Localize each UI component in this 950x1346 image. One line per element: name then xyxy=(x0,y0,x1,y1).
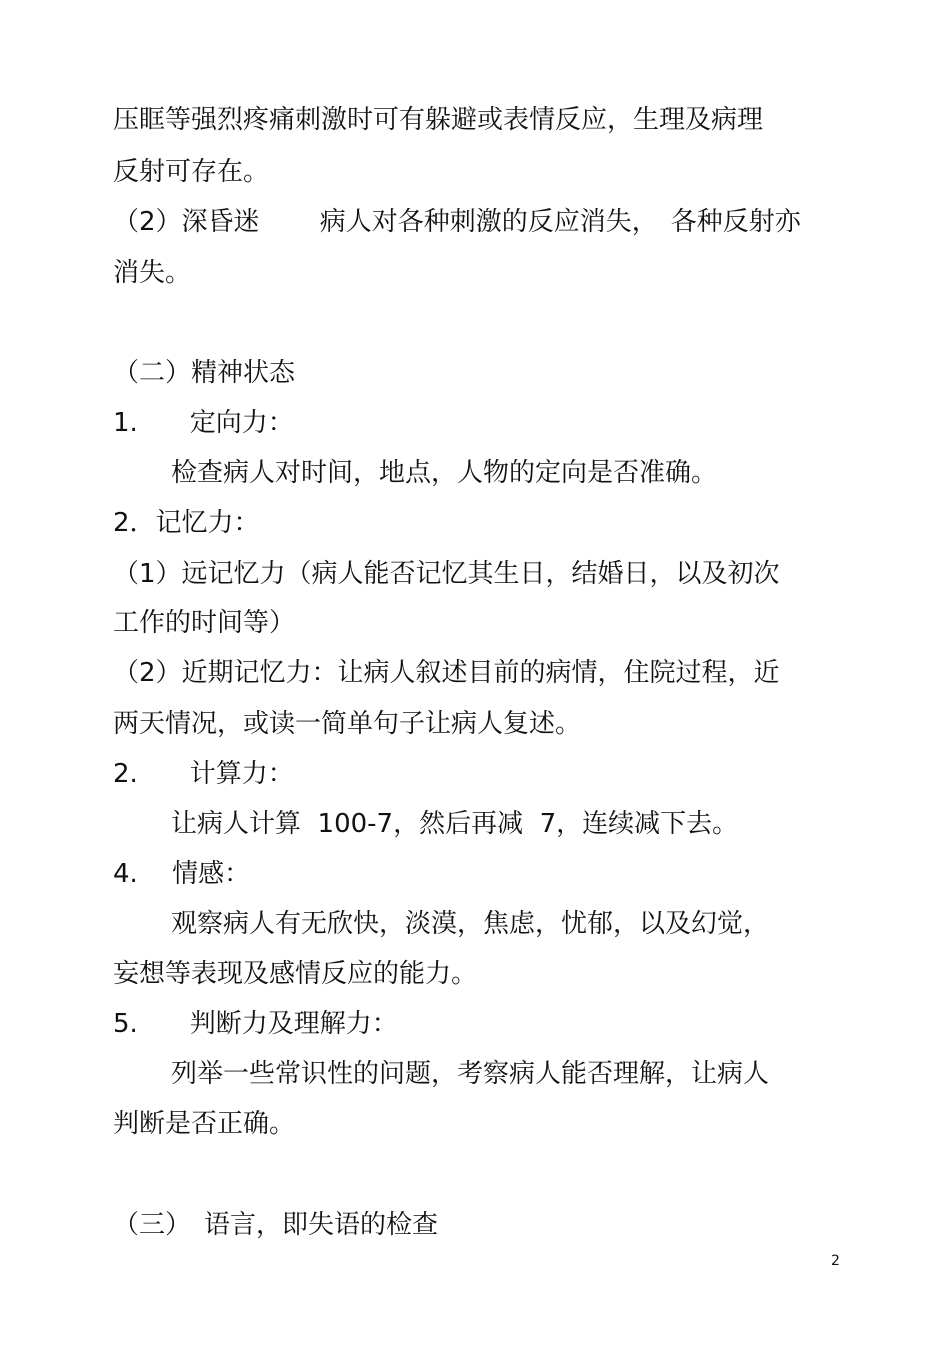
text-line: 反射可存在。 xyxy=(113,157,270,187)
section-heading: （三） 语言，即失语的检查 xyxy=(113,1210,439,1240)
text-line: 工作的时间等） xyxy=(113,608,296,638)
text-line: 消失。 xyxy=(113,258,192,288)
text-line: 压眶等强烈疼痛刺激时可有躲避或表情反应，生理及病理 xyxy=(113,105,764,135)
text-line: 让病人计算 100-7，然后再减 7，连续减下去。 xyxy=(171,809,739,839)
text-line: 2. 计算力： xyxy=(113,759,294,789)
text-line: （1）远记忆力（病人能否记忆其生日，结婚日，以及初次 xyxy=(113,559,780,589)
section-heading: （二）精神状态 xyxy=(113,358,296,388)
text-line: 5. 判断力及理解力： xyxy=(113,1009,398,1039)
text-line: 列举一些常识性的问题，考察病人能否理解，让病人 xyxy=(171,1059,770,1089)
text-line: 两天情况，或读一简单句子让病人复述。 xyxy=(113,709,582,739)
text-line: 检查病人对时间，地点，人物的定向是否准确。 xyxy=(171,458,718,488)
text-line: 4. 情感： xyxy=(113,859,251,889)
text-line: 妄想等表现及感情反应的能力。 xyxy=(113,959,478,989)
text-line: （2）深昏迷 病人对各种刺激的反应消失， 各种反射亦 xyxy=(113,207,801,237)
text-line: （2）近期记忆力：让病人叙述目前的病情，住院过程，近 xyxy=(113,658,780,688)
text-line: 观察病人有无欣快，淡漠，焦虑，忧郁，以及幻觉， xyxy=(171,909,770,939)
text-line: 2．记忆力： xyxy=(113,508,260,538)
page-number: 2 xyxy=(831,1253,840,1269)
text-line: 判断是否正确。 xyxy=(113,1109,296,1139)
text-line: 1. 定向力： xyxy=(113,408,294,438)
